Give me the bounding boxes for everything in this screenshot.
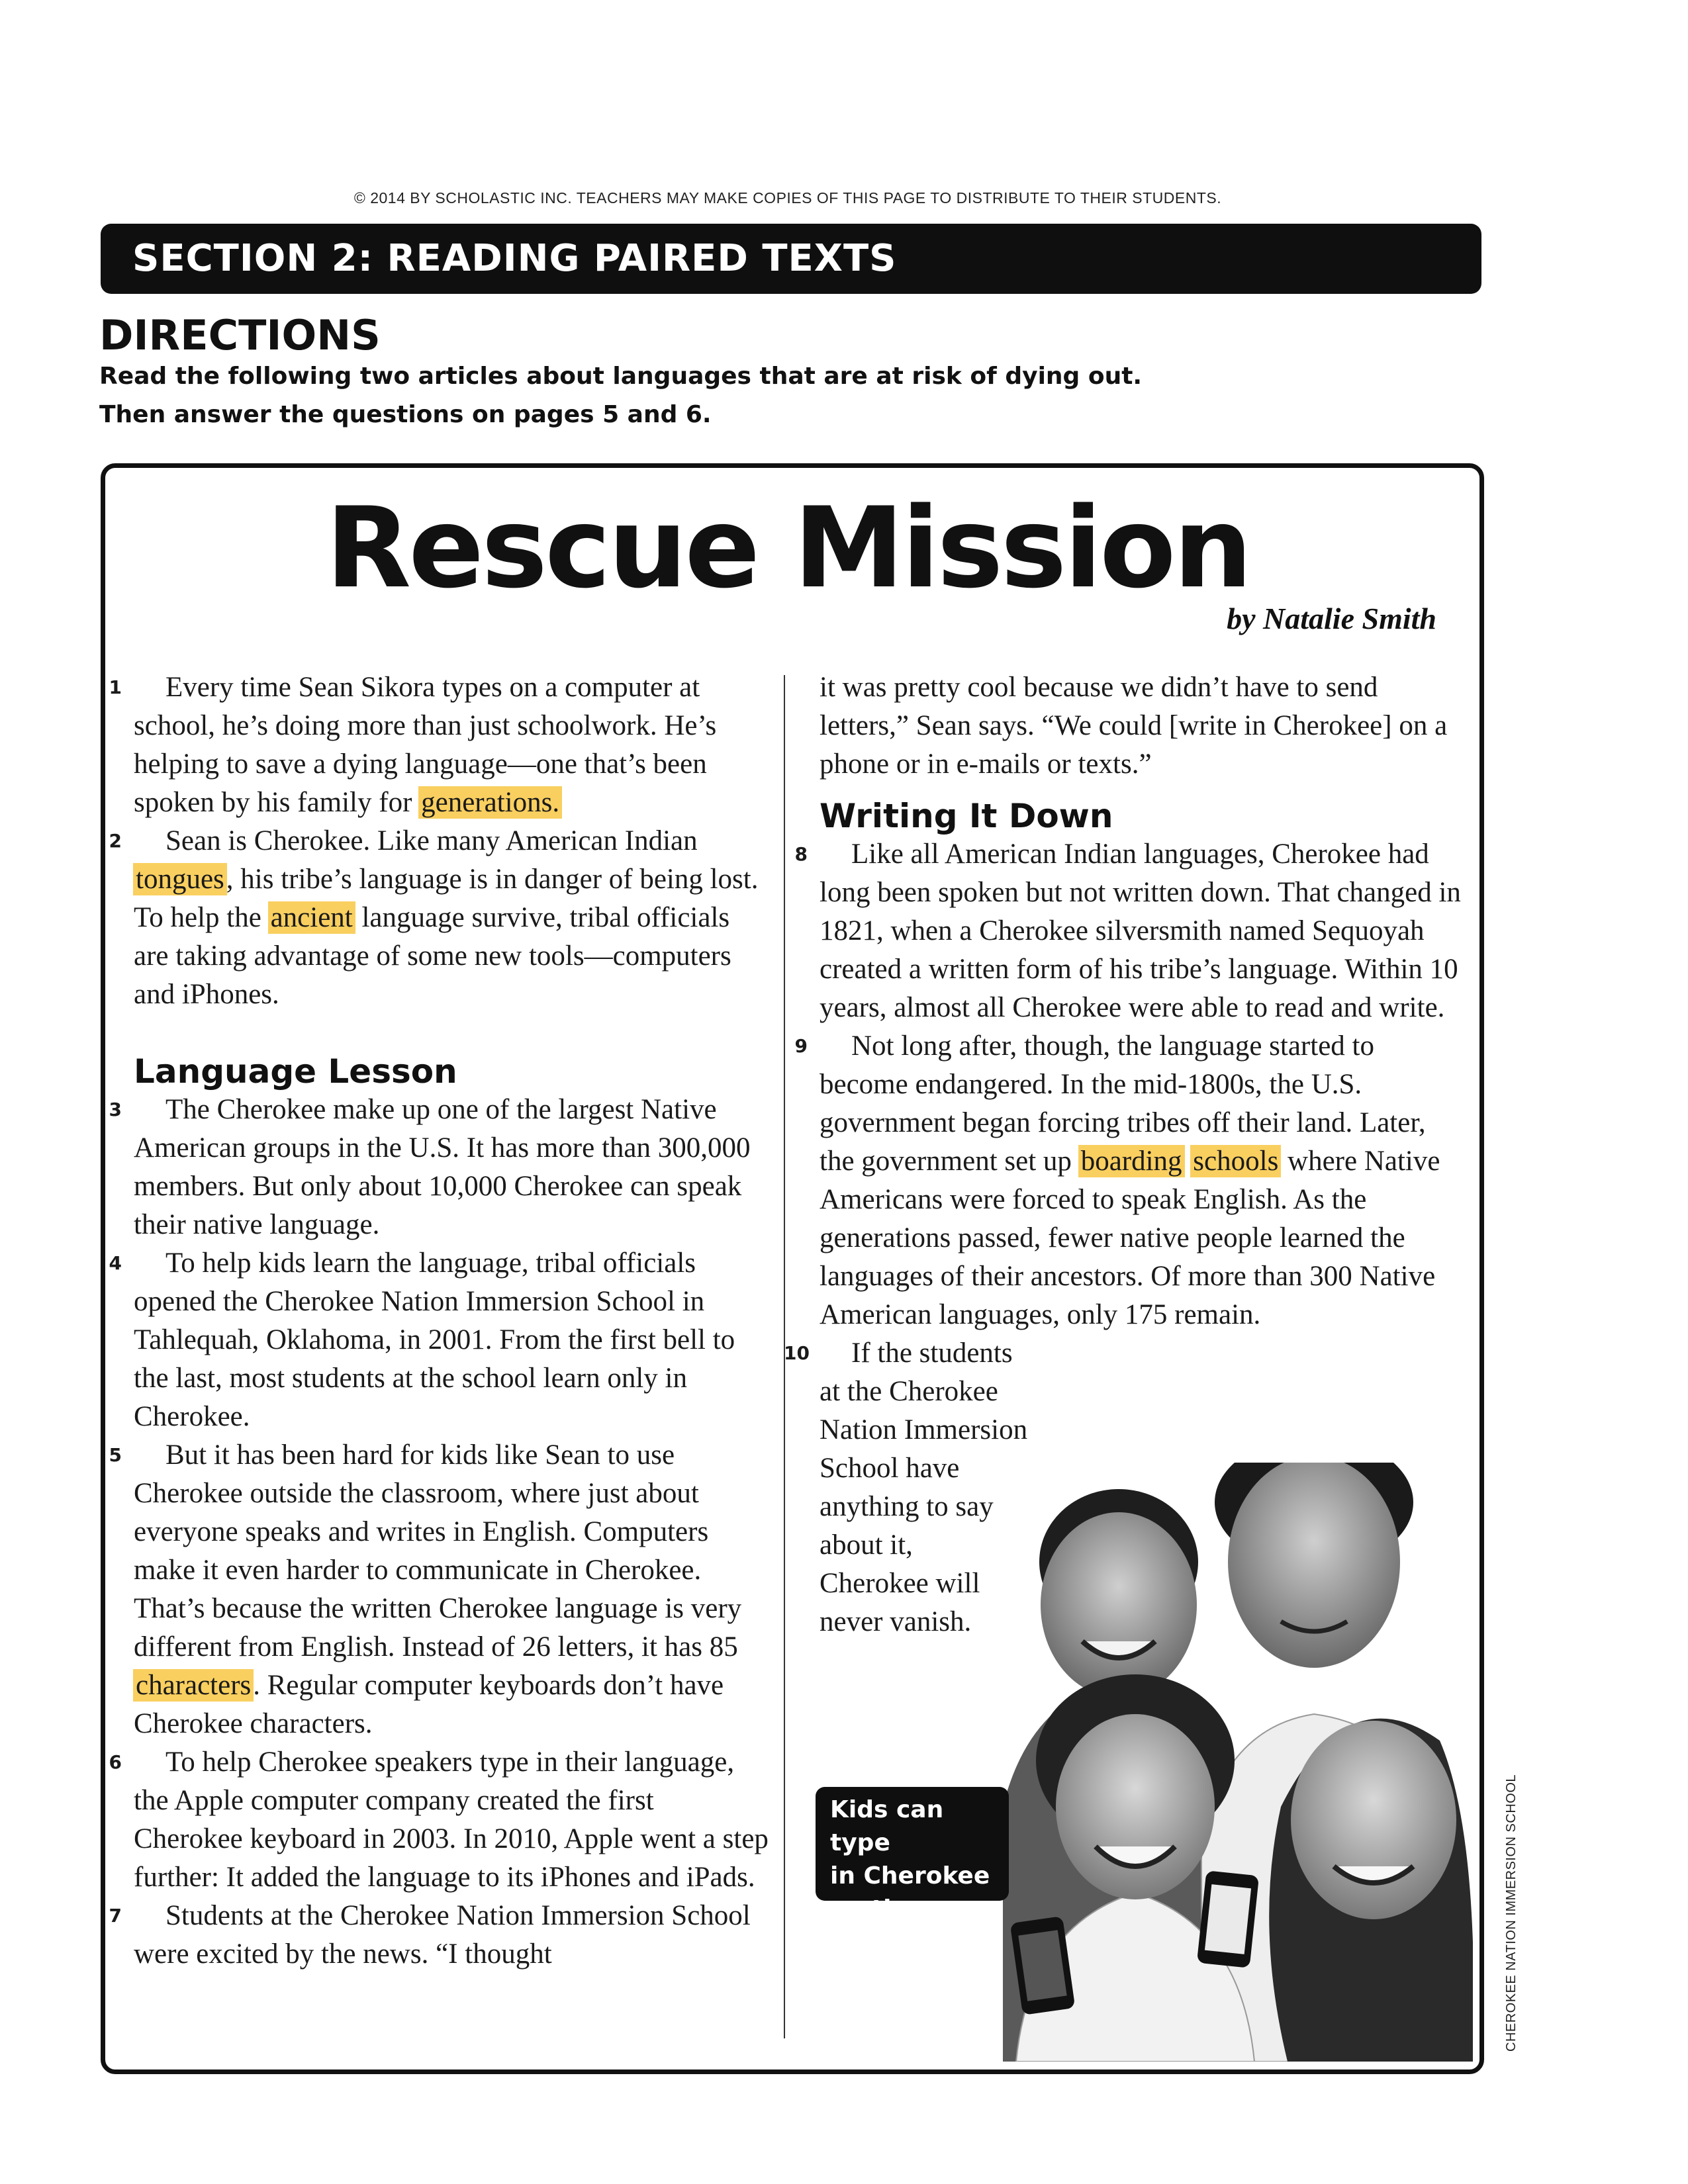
paragraph-text: , his tribe’s language is in danger of being lost. To help the	[134, 864, 759, 933]
paragraph-number: 6	[109, 1751, 122, 1773]
paragraph-text: language survive, tribal officials are taking advantage of some new tools—computers and iPhones.	[134, 902, 731, 1010]
paragraph-text: Students at the Cherokee Nation Immersion School were excited by the news. “I thought	[134, 1900, 751, 1970]
paragraph-text: . Regular computer keyboards don’t have Cherokee characters.	[134, 1670, 724, 1739]
vocab-highlight: characters	[134, 1670, 253, 1701]
article-title: Rescue Mission	[325, 483, 1250, 613]
directions-line-1: Read the following two articles about languages that are at risk of dying out.	[99, 363, 1143, 390]
directions-line-2: Then answer the questions on pages 5 and 6.	[99, 401, 712, 428]
paragraph-text: where Native Americans were forced to speak English. As the generations passed, fewer native people learned the languages of their ancestors. Of more than 300 Native American languages, only 175 remain.	[820, 1146, 1440, 1330]
caption-line: Kids can type	[830, 1796, 944, 1856]
paragraph-text: The Cherokee make up one of the largest Native American groups in the U.S. It has more than 300,000 members. But only about 10,000 Cherokee can speak their native language.	[134, 1094, 751, 1240]
paragraph-9	[794, 1027, 1462, 1334]
kid-2-face	[1228, 1463, 1400, 1668]
paragraph-8	[794, 835, 1462, 1027]
vocab-highlight: generations.	[419, 787, 561, 818]
paragraph-7	[109, 1897, 769, 1974]
subhead-writing-it-down: Writing It Down	[820, 797, 1113, 835]
paragraph-number: 7	[109, 1905, 122, 1927]
kid-1-face	[1041, 1512, 1197, 1698]
paragraph-text: School have	[820, 1453, 960, 1484]
paragraph-text: To help kids learn the language, tribal officials opened the Cherokee Nation Immersion School in Tahlequah, Oklahoma, in 2001. From the first bell to the last, most students at the school learn only in Cherokee.	[134, 1248, 735, 1432]
caption-line: in Cherokee	[830, 1862, 990, 1889]
paragraph-text: at the Cherokee	[820, 1376, 998, 1407]
paragraph-text: Every time Sean Sikora types on a computer at school, he’s doing more than just schoolwork. He’s helping to save a dying language—one that’s been spoken by his family for	[134, 672, 717, 818]
paragraph-7-continued	[820, 668, 1462, 784]
vocab-highlight: ancient	[269, 902, 355, 933]
paragraph-text: Like all American Indian languages, Cherokee had long been spoken but not written down. That changed in 1821, when a Cherokee silversmith named Sequoyah created a written form of his tribe’s language. Within 10 years, almost all Cherokee were able to read and write.	[820, 839, 1461, 1023]
paragraph-number: 5	[109, 1444, 122, 1466]
photo-credit: CHEROKEE NATION IMMERSION SCHOOL	[1504, 1774, 1519, 2052]
photo-caption	[816, 1787, 1009, 1956]
paragraph-number: 9	[794, 1035, 808, 1057]
paragraph-number: 2	[109, 830, 122, 852]
copyright-notice: © 2014 BY SCHOLASTIC INC. TEACHERS MAY MAKE COPIES OF THIS PAGE TO DISTRIBUTE TO THEIR STUDENTS.	[353, 189, 1222, 206]
paragraph-6	[109, 1743, 769, 1897]
vocab-highlight: tongues	[134, 864, 226, 895]
paragraph-number: 1	[109, 676, 122, 698]
paragraph-text: Sean is Cherokee. Like many American Indian	[165, 825, 698, 856]
paragraph-number: 4	[109, 1252, 122, 1274]
iphone-right-screen	[1205, 1884, 1251, 1954]
vocab-highlight: boarding	[1079, 1146, 1184, 1177]
paragraph-number: 8	[794, 843, 808, 865]
section-title: SECTION 2: READING PAIRED TEXTS	[132, 237, 897, 280]
paragraph-text: Nation Immersion	[820, 1414, 1028, 1445]
paragraph-text: never vanish.	[820, 1606, 972, 1637]
kid-4-face	[1291, 1721, 1456, 1919]
kids-photo	[1003, 1463, 1473, 2062]
paragraph-text: about it,	[820, 1529, 913, 1561]
article-column-left	[109, 668, 769, 1974]
paragraph-number: 3	[109, 1099, 122, 1120]
caption-line: on the iPhone.	[830, 1895, 931, 1956]
paragraph-number: 10	[784, 1342, 810, 1364]
paragraph-1	[109, 668, 769, 822]
paragraph-3	[109, 1091, 769, 1244]
kid-3-face	[1056, 1714, 1215, 1899]
section-header-bar	[101, 224, 1481, 294]
paragraph-2	[109, 822, 769, 1014]
article-byline: by Natalie Smith	[1227, 602, 1436, 635]
paragraph-5	[109, 1436, 769, 1743]
paragraph-4	[109, 1244, 769, 1436]
vocab-highlight: schools	[1191, 1146, 1280, 1177]
paragraph-text: Not long after, though, the language started to become endangered. In the mid-1800s, the U.S. government began forcing tribes off their land. Later, the government set up	[820, 1030, 1426, 1177]
directions-title: DIRECTIONS	[99, 311, 381, 359]
paragraph-text: Cherokee will	[820, 1568, 980, 1599]
paragraph-text: it was pretty cool because we didn’t have to send letters,” Sean says. “We could [write in Cherokee] on a phone or in e-mails or texts.”	[820, 672, 1448, 780]
paragraph-text: anything to say	[820, 1491, 994, 1522]
subhead-language-lesson: Language Lesson	[134, 1052, 457, 1091]
paragraph-text: But it has been hard for kids like Sean to use Cherokee outside the classroom, where just about everyone speaks and writes in English. Computers make it even harder to communicate in Cherokee. That’s because the written Cherokee language is very different from English. Instead of 26 letters, it has 85	[134, 1439, 742, 1662]
paragraph-text: To help Cherokee speakers type in their language, the Apple computer company created the first Cherokee keyboard in 2003. In 2010, Apple went a step further: It added the language to its iPhones and iPads.	[134, 1747, 769, 1893]
paragraph-text: If the students	[851, 1338, 1013, 1369]
